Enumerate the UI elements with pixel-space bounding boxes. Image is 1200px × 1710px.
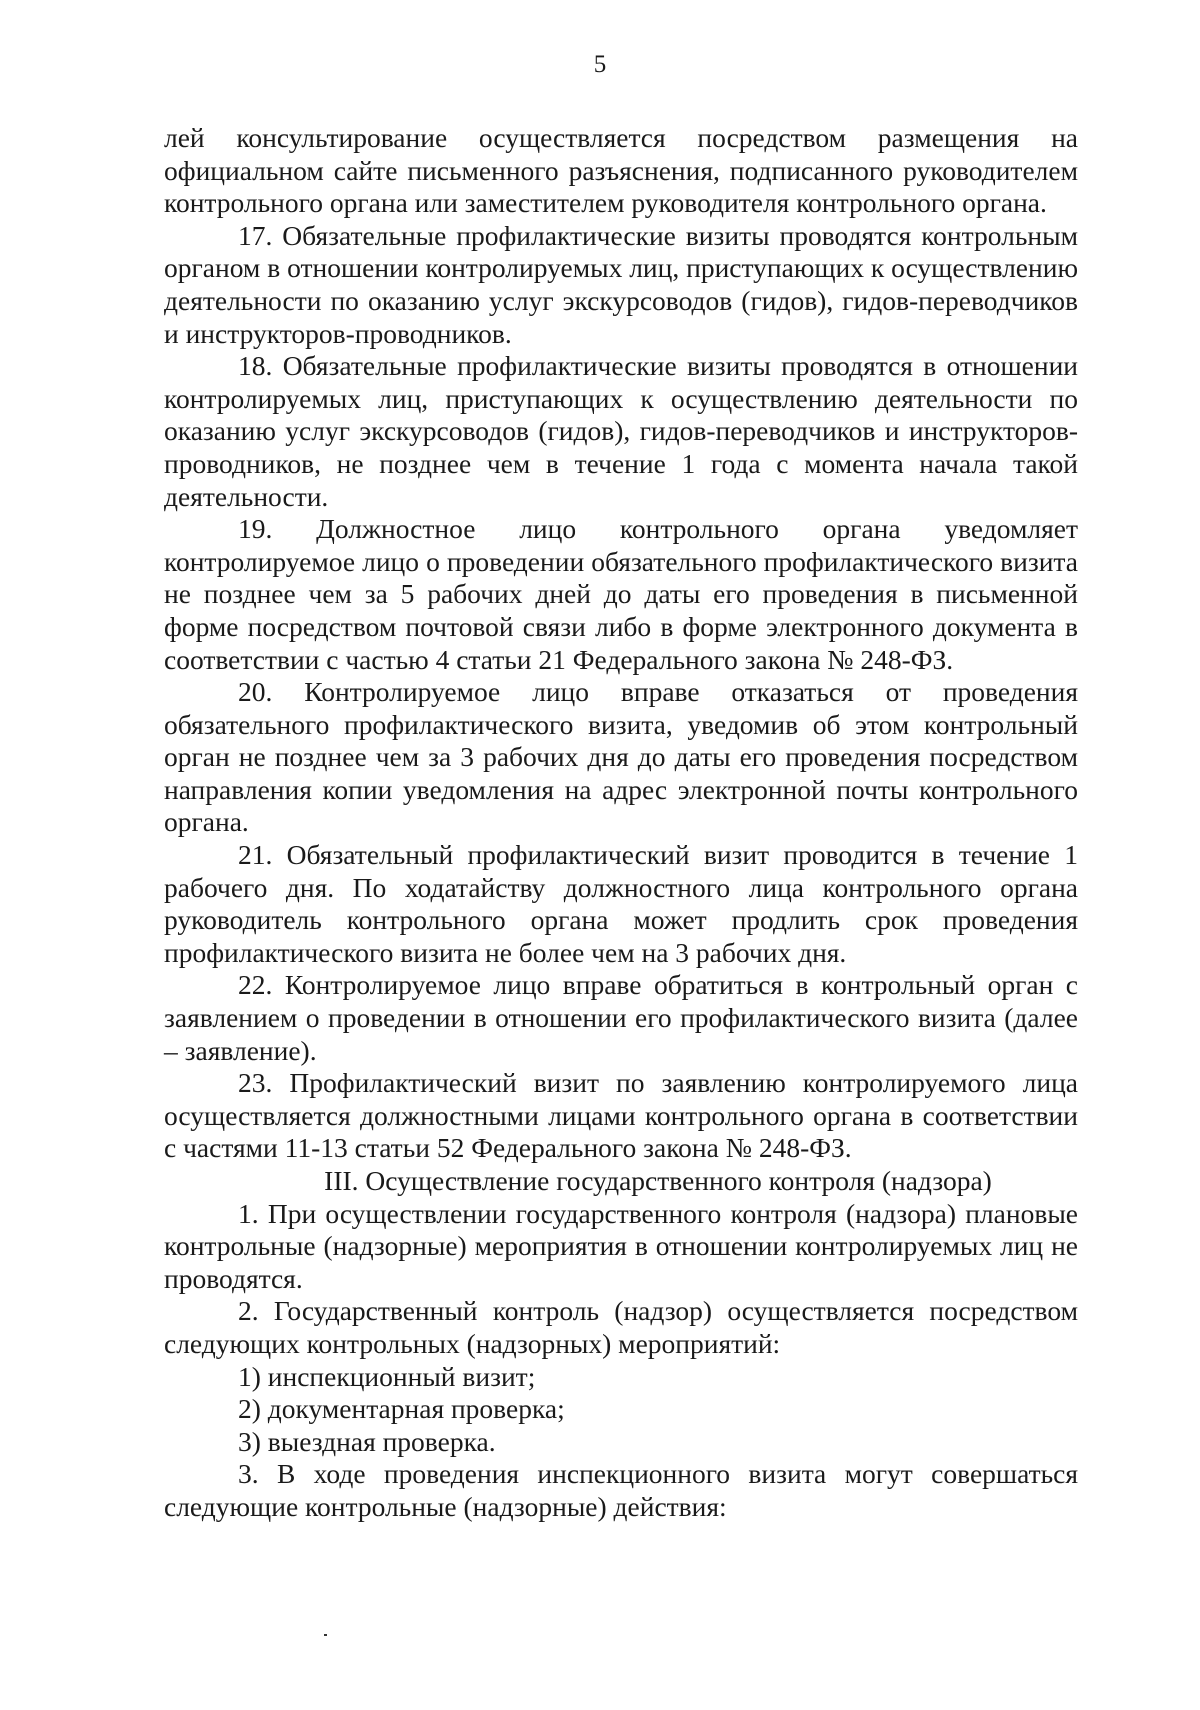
paragraph-item-22: 22. Контролируемое лицо вправе обратиться в контрольный орган с заявлением о проведении в отношении его профилактического визита (далее – заявление). <box>164 969 1078 1066</box>
paragraph-item-21: 21. Обязательный профилактический визит проводится в течение 1 рабочего дня. По ходатайству должностного лица контрольного органа руководитель контрольного органа может продлить срок проведения профилактического визита не более чем на 3 рабочих дня. <box>164 839 1078 968</box>
paragraph-section-1: 1. При осуществлении государственного контроля (надзора) плановые контрольные (надзорные) мероприятия в отношении контролируемых лиц не проводятся. <box>164 1197 1078 1294</box>
paragraph-item-17: 17. Обязательные профилактические визиты проводятся контрольным органом в отношении контролируемых лиц, приступающих к осуществлению деятельности по оказанию услуг экскурсоводов (гидов), гидов-переводчиков и инструкторов-проводников. <box>164 219 1078 349</box>
section-heading: III. Осуществление государственного контроля (надзора) <box>324 1165 992 1196</box>
scan-speck <box>324 1634 327 1636</box>
paragraph-continuation: лей консультирование осуществляется посредством размещения на официальном сайте письменного разъяснения, подписанного руководителем контрольного органа или заместителем руководителя контрольного органа. <box>164 122 1078 219</box>
paragraph-item-18: 18. Обязательные профилактические визиты проводятся в отношении контролируемых лиц, приступающих к осуществлению деятельности по оказанию услуг экскурсоводов (гидов), гидов-переводчиков и инструкторов-проводников, не позднее чем в течение 1 года с момента начала такой деятельности. <box>164 350 1078 512</box>
paragraph-item-23: 23. Профилактический визит по заявлению контролируемого лица осуществляется должностными лицами контрольного органа в соответствии с частями 11-13 статьи 52 Федерального закона № 248-ФЗ. <box>164 1067 1078 1164</box>
list-item-3: 3) выездная проверка. <box>238 1425 496 1457</box>
paragraph-item-19: 19. Должностное лицо контрольного органа уведомляет контролируемое лицо о проведении обязательного профилактического визита не позднее чем за 5 рабочих дней до даты его проведения в письменной форме посредством почтовой связи либо в форме электронного документа в соответствии с частью 4 статьи 21 Федерального закона № 248-ФЗ. <box>164 513 1078 675</box>
paragraph-item-20: 20. Контролируемое лицо вправе отказаться от проведения обязательного профилактического визита, уведомив об этом контрольный орган не позднее чем за 3 рабочих дня до даты его проведения посредством направления копии уведомления на адрес электронной почты контрольного органа. <box>164 676 1078 838</box>
list-item-2: 2) документарная проверка; <box>238 1393 565 1425</box>
document-body <box>164 122 1078 1524</box>
list-item-1: 1) инспекционный визит; <box>238 1360 536 1392</box>
page-number: 5 <box>593 51 607 78</box>
paragraph-section-2: 2. Государственный контроль (надзор) осуществляется посредством следующих контрольных (надзорных) мероприятий: <box>164 1295 1078 1359</box>
paragraph-section-3: 3. В ходе проведения инспекционного визита могут совершаться следующие контрольные (надзорные) действия: <box>164 1458 1078 1522</box>
